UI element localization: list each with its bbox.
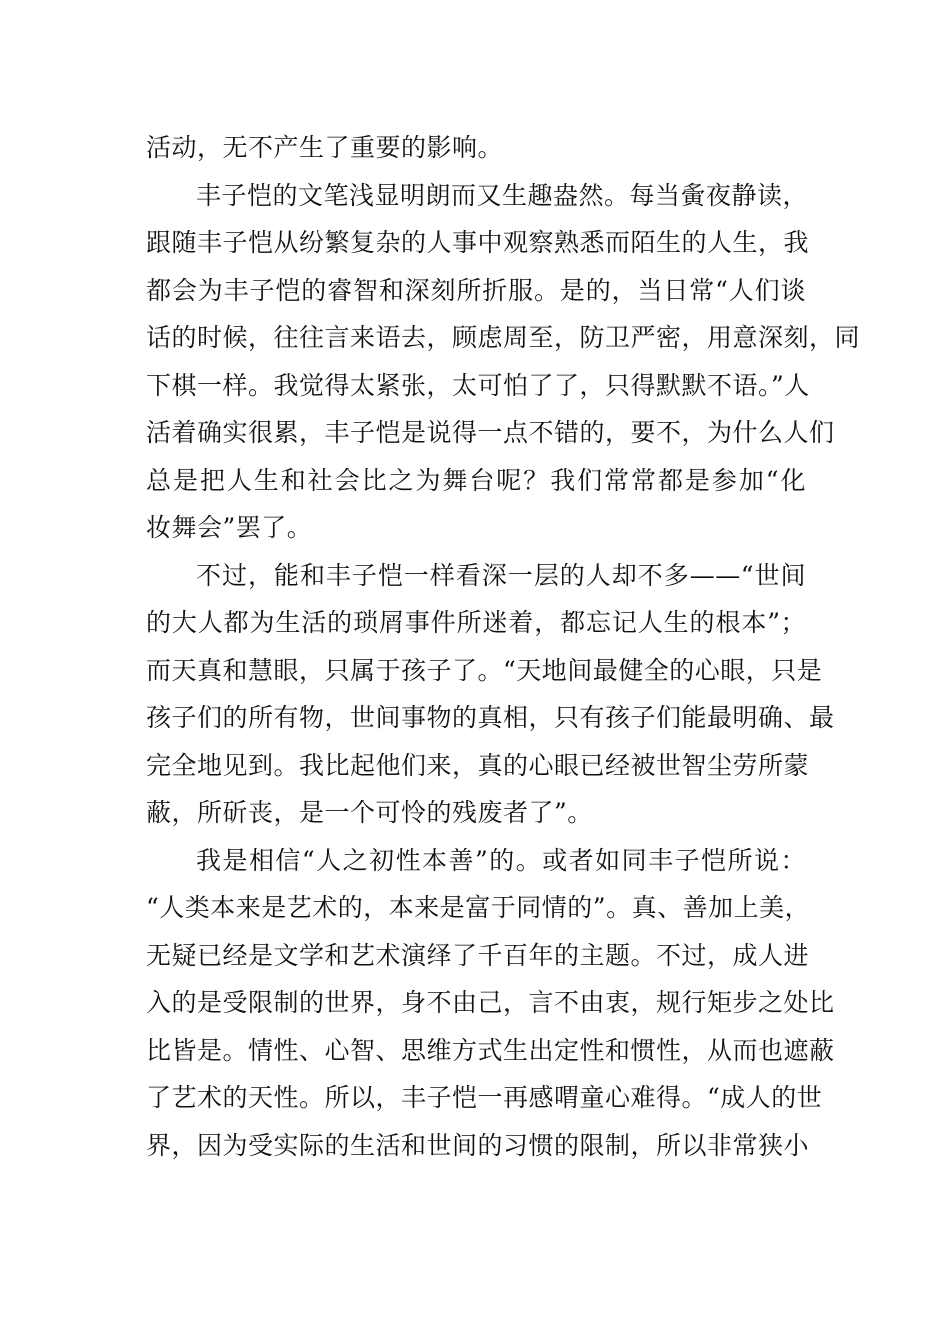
text-line: 下棋一样。我觉得太紧张，太可怕了了，只得默默不语。”人 — [146, 370, 810, 400]
text-line: 总是把人生和社会比之为舞台呢？我们常常都是参加“化 — [146, 465, 806, 495]
text-line: 比皆是。情性、心智、思维方式生出定性和惯性，从而也遮蔽 — [146, 1035, 835, 1065]
text-line: 丰子恺的文笔浅显明朗而又生趣盎然。每当夤夜静读， — [196, 180, 809, 210]
text-line: 我是相信“人之初性本善”的。或者如同丰子恺所说： — [196, 845, 806, 875]
text-line: 而天真和慧眼，只属于孩子了。“天地间最健全的心眼，只是 — [146, 655, 823, 685]
text-line: 完全地见到。我比起他们来，真的心眼已经被世智尘劳所蒙 — [146, 750, 810, 780]
text-line: 界，因为受实际的生活和世间的习惯的限制，所以非常狭小 — [146, 1130, 810, 1160]
text-line: 无疑已经是文学和艺术演绎了千百年的主题。不过，成人进 — [146, 940, 810, 970]
text-line: 活动，无不产生了重要的影响。 — [146, 133, 504, 162]
text-line: 活着确实很累，丰子恺是说得一点不错的，要不，为什么人们 — [146, 418, 835, 447]
text-line: 蔽，所斫丧，是一个可怜的残废者了”。 — [146, 798, 593, 827]
text-line: 话的时候，往往言来语去，顾虑周至，防卫严密，用意深刻，同 — [146, 323, 861, 352]
text-line: 跟随丰子恺从纷繁复杂的人事中观察熟悉而陌生的人生，我 — [146, 228, 810, 257]
text-line: 孩子们的所有物，世间事物的真相，只有孩子们能最明确、最 — [146, 703, 835, 732]
text-line: 妆舞会”罢了。 — [146, 513, 313, 542]
text-line: 的大人都为生活的琐屑事件所迷着，都忘记人生的根本”； — [146, 608, 806, 637]
text-line: 都会为丰子恺的睿智和深刻所折服。是的，当日常“人们谈 — [146, 275, 806, 305]
article-body — [146, 124, 861, 1169]
text-line: 入的是受限制的世界，身不由己，言不由衷，规行矩步之处比 — [146, 988, 835, 1017]
text-line: 不过，能和丰子恺一样看深一层的人却不多——“世间 — [196, 560, 806, 590]
text-line: “人类本来是艺术的，本来是富于同情的”。真、善加上美， — [146, 893, 811, 922]
text-line: 了艺术的天性。所以，丰子恺一再感喟童心难得。“成人的世 — [146, 1083, 823, 1112]
